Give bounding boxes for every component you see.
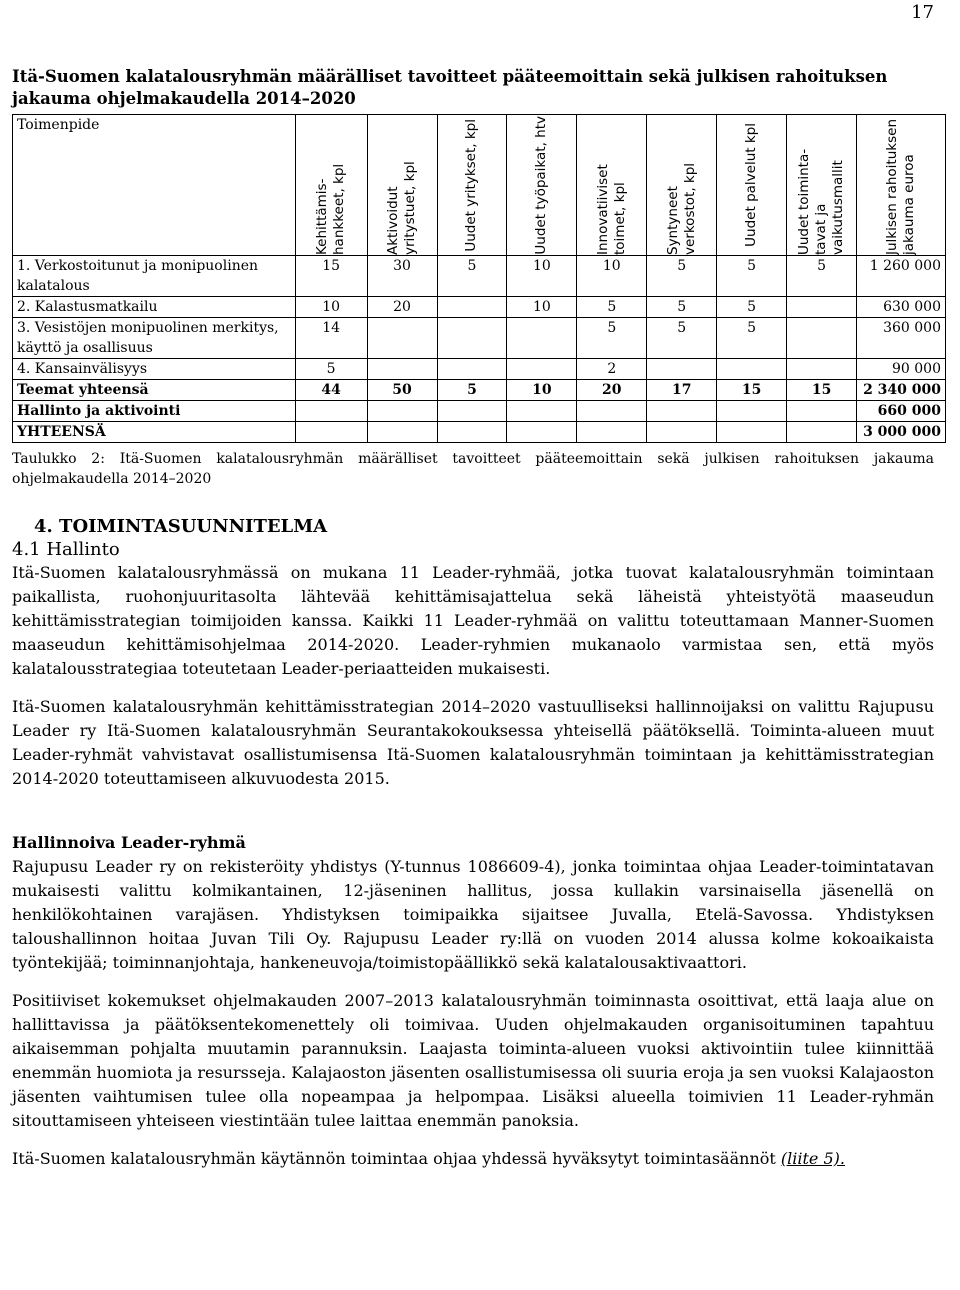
paragraph xyxy=(12,1147,934,1171)
table-cell: 660 000 xyxy=(857,401,946,422)
table-header-row xyxy=(13,115,946,256)
table-cell: 50 xyxy=(367,380,437,401)
col-header: Syntyneet verkostot, kpl xyxy=(647,115,717,256)
table-cell: 14 xyxy=(295,318,367,359)
col-header: Uudet työpaikat, htv xyxy=(507,115,577,256)
paragraph: Positiiviset kokemukset ohjelmakauden 2007–2013 kalatalousryhmän toiminnasta osoittivat, että laaja alue on hallittavissa ja päätöksentekomenettely oli toimivaa. Uuden ohjelmakauden organisoituminen tapahtuu aikaisemman pohjalta muutamin parannuksin. Laajasta toiminta-alueen vuoksi aktivointiin tulee kiinnittää enemmän huomiota ja resursseja. Kalajaoston jäsenten osallistumisessa oli suuria eroja ja sen vuoksi Kalajaoston jäsenten vaihtumisen tulee olla nopeampaa ja helpompaa. Lisäksi alueella toimivien 11 Leader-ryhmän sitouttamiseen yhteiseen viestintään tulee laittaa enemmän panoksia. xyxy=(12,991,934,1130)
paragraph: Rajupusu Leader ry on rekisteröity yhdistys (Y-tunnus 1086609-4), jonka toimintaa ohjaa Leader-toimintatavan mukaisesti valittu kolmikantainen, 12-jäseninen hallitus, jossa kullakin varsinaisella jäsenellä on henkilökohtainen varajäsen. Yhdistyksen toimipaikka sijaitsee Juvalla, Etelä-Savossa. Yhdistyksen taloushallinnon hoitaa Juvan Tili Oy. Rajupusu Leader ry:llä on vuoden 2014 alussa kolme kokoaikaista työntekijää; toiminnanjohtaja, hankeneuvoja/toimistopäällikkö sekä kalatalousaktivaattori. xyxy=(12,857,934,972)
table-cell: 5 xyxy=(577,297,647,318)
table-cell xyxy=(367,318,437,359)
table-cell xyxy=(787,401,857,422)
table-cell: 5 xyxy=(437,256,507,297)
table-row xyxy=(13,256,946,297)
table-cell: 44 xyxy=(295,380,367,401)
col-header: Julkisen rahoituksen jakauma euroa xyxy=(857,115,946,256)
subsection-heading: 4.1 Hallinto xyxy=(12,539,120,560)
row-label: YHTEENSÄ xyxy=(13,422,296,443)
table-cell xyxy=(437,401,507,422)
table-cell xyxy=(717,422,787,443)
table-cell xyxy=(787,359,857,380)
table-row xyxy=(13,297,946,318)
table-cell: 5 xyxy=(787,256,857,297)
table-row xyxy=(13,359,946,380)
table-cell xyxy=(717,359,787,380)
section-heading: 4. TOIMINTASUUNNITELMA xyxy=(34,516,328,537)
table-cell: 5 xyxy=(295,359,367,380)
col-header: Uudet yritykset, kpl xyxy=(437,115,507,256)
paragraph: Itä-Suomen kalatalousryhmän kehittämisstrategian 2014–2020 vastuulliseksi hallinnoijaksi on valittu Rajupusu Leader ry Itä-Suomen kalatalousryhmän Seurantakokouksessa yhteisellä päätöksellä. Toiminta-alueen muut Leader-ryhmät vahvistavat osallistumisensa Itä-Suomen kalatalousryhmän toimintaan ja kehittämisstrategian 2014-2020 toteuttamiseen alkuvuodesta 2015. xyxy=(12,697,934,788)
table-cell: 5 xyxy=(717,256,787,297)
table-cell xyxy=(507,401,577,422)
table-cell xyxy=(787,318,857,359)
table-cell: 10 xyxy=(577,256,647,297)
leader-heading: Hallinnoiva Leader-ryhmä xyxy=(12,833,246,852)
col-header: Uudet toiminta-tavat ja vaikutusmallit xyxy=(787,115,857,256)
table-cell xyxy=(787,422,857,443)
targets-table xyxy=(12,114,946,443)
table-cell: 5 xyxy=(647,318,717,359)
table-cell: 3 000 000 xyxy=(857,422,946,443)
table-row xyxy=(13,422,946,443)
table-cell: 5 xyxy=(437,380,507,401)
table-row xyxy=(13,380,946,401)
table-cell xyxy=(437,359,507,380)
table-cell: 5 xyxy=(577,318,647,359)
page-number: 17 xyxy=(911,2,934,23)
table-cell: 90 000 xyxy=(857,359,946,380)
table-cell xyxy=(647,359,717,380)
table-cell: 2 xyxy=(577,359,647,380)
table-caption: Taulukko 2: Itä-Suomen kalatalousryhmän määrälliset tavoitteet pääteemoittain sekä julkisen rahoituksen jakauma ohjelmakaudella 2014–2020 xyxy=(12,451,934,487)
table-cell: 10 xyxy=(507,297,577,318)
table-row xyxy=(13,318,946,359)
appendix-link[interactable]: (liite 5). xyxy=(780,1149,845,1168)
table-cell: 10 xyxy=(295,297,367,318)
table-cell xyxy=(507,359,577,380)
table-cell: 30 xyxy=(367,256,437,297)
table-cell: 5 xyxy=(647,256,717,297)
table-cell xyxy=(577,422,647,443)
table-cell xyxy=(507,318,577,359)
table-cell xyxy=(295,401,367,422)
table-title: Itä-Suomen kalatalousryhmän määrälliset tavoitteet pääteemoittain sekä julkisen rahoituksen jakauma ohjelmakaudella 2014–2020 xyxy=(12,67,888,108)
row-label: 3. Vesistöjen monipuolinen merkitys, käyttö ja osallisuus xyxy=(13,318,296,359)
paragraph-text: Itä-Suomen kalatalousryhmän käytännön toimintaa ohjaa yhdessä hyväksytyt toimintasäännöt xyxy=(12,1149,776,1168)
row-label: 2. Kalastusmatkailu xyxy=(13,297,296,318)
page-content xyxy=(12,66,941,1185)
col-header: Innovatiiviset toimet, kpl xyxy=(577,115,647,256)
corner-label: Toimenpide xyxy=(13,115,296,256)
row-label: Teemat yhteensä xyxy=(13,380,296,401)
row-label: 4. Kansainvälisyys xyxy=(13,359,296,380)
table-cell: 360 000 xyxy=(857,318,946,359)
table-cell xyxy=(367,401,437,422)
table-cell: 20 xyxy=(577,380,647,401)
table-cell xyxy=(367,422,437,443)
table-cell: 20 xyxy=(367,297,437,318)
table-cell: 5 xyxy=(717,297,787,318)
paragraph: Itä-Suomen kalatalousryhmässä on mukana 11 Leader-ryhmää, jotka tuovat kalatalousryhmän toimintaan paikallista, ruohonjuuritasolta lähtevää kehittämisajattelua sekä läheistä yhteistyötä maaseudun kehittämisstrategian toimijoiden kanssa. Kaikki 11 Leader-ryhmää on valittu toteuttamaan Manner-Suomen maaseudun kehittämisohjelmaa 2014-2020. Leader-ryhmien mukanaolo varmistaa sen, että myös kalatalousstrategiaa toteutetaan Leader-periaatteiden mukaisesti. xyxy=(12,563,934,678)
table-cell: 10 xyxy=(507,380,577,401)
table-cell: 2 340 000 xyxy=(857,380,946,401)
row-label: Hallinto ja aktivointi xyxy=(13,401,296,422)
table-cell xyxy=(295,422,367,443)
table-cell: 15 xyxy=(717,380,787,401)
row-label: 1. Verkostoitunut ja monipuolinen kalatalous xyxy=(13,256,296,297)
col-header: Aktivoidut yritystuet, kpl xyxy=(367,115,437,256)
table-row xyxy=(13,401,946,422)
col-header: Kehittämis-hankkeet, kpl xyxy=(295,115,367,256)
table-cell xyxy=(437,422,507,443)
table-cell xyxy=(647,422,717,443)
table-cell xyxy=(437,318,507,359)
col-header: Uudet palvelut kpl xyxy=(717,115,787,256)
table-cell: 1 260 000 xyxy=(857,256,946,297)
table-cell: 5 xyxy=(717,318,787,359)
table-cell xyxy=(367,359,437,380)
table-cell xyxy=(437,297,507,318)
table-cell: 10 xyxy=(507,256,577,297)
table-cell xyxy=(507,422,577,443)
table-cell: 630 000 xyxy=(857,297,946,318)
table-cell: 5 xyxy=(647,297,717,318)
table-cell xyxy=(787,297,857,318)
table-cell: 15 xyxy=(787,380,857,401)
table-cell: 15 xyxy=(295,256,367,297)
table-cell xyxy=(647,401,717,422)
table-cell xyxy=(717,401,787,422)
table-cell: 17 xyxy=(647,380,717,401)
table-cell xyxy=(577,401,647,422)
